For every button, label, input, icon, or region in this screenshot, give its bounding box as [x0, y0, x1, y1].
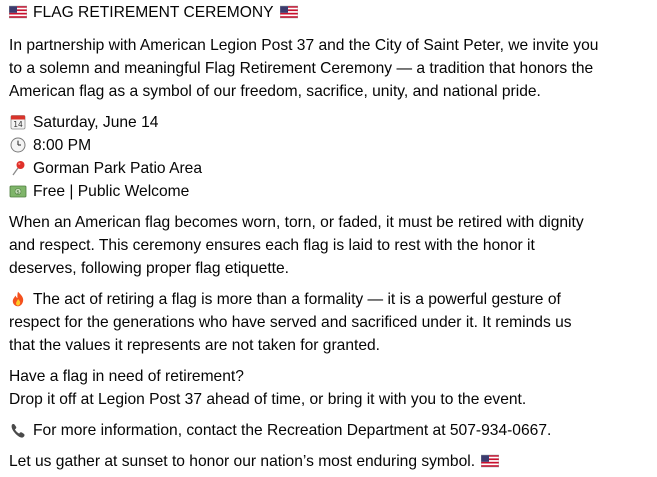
pushpin-icon: [9, 160, 27, 176]
dollar-bill-icon: [9, 183, 27, 199]
event-cost-row: [9, 180, 649, 203]
closing-text: Let us gather at sunset to honor our nation’s most enduring symbol.: [9, 453, 476, 470]
paragraph-line: When an American flag becomes worn, torn, or faded, it must be retired with dignity: [9, 214, 584, 231]
post-title: FLAG RETIREMENT CEREMONY: [33, 4, 274, 21]
event-location-row: [9, 157, 649, 180]
calendar-icon: [9, 114, 27, 130]
dropoff-instruction: Drop it off at Legion Post 37 ahead of time, or bring it with you to the event.: [9, 391, 527, 408]
event-date-row: [9, 111, 649, 134]
contact-paragraph: [9, 419, 649, 442]
us-flag-icon: [280, 4, 298, 20]
svg-text:14: 14: [13, 120, 23, 129]
intro-line: In partnership with American Legion Post 37 and the City of Saint Peter, we invite you: [9, 37, 599, 54]
event-time: 8:00 PM: [33, 137, 92, 154]
telephone-icon: [9, 422, 27, 438]
paragraph-line: and respect. This ceremony ensures each flag is laid to rest with the honor it: [9, 237, 535, 254]
event-time-row: [9, 134, 649, 157]
paragraph-line: that the values it represents are not taken for granted.: [9, 337, 381, 354]
fire-icon: [9, 291, 27, 307]
event-cost: Free | Public Welcome: [33, 183, 190, 200]
dropoff-question: Have a flag in need of retirement?: [9, 368, 244, 385]
paragraph-line: [9, 288, 649, 311]
post-title-line: [9, 1, 649, 24]
paragraph-line-text: The act of retiring a flag is more than a formality — it is a powerful gesture of: [33, 291, 561, 308]
paragraph-line: deserves, following proper flag etiquette.: [9, 260, 289, 277]
clock-icon: [9, 137, 27, 153]
contact-line: [9, 419, 649, 442]
us-flag-icon: [9, 4, 27, 20]
closing-line: [9, 450, 649, 473]
event-date: Saturday, June 14: [33, 114, 159, 131]
event-details: [9, 111, 649, 203]
paragraph-line: respect for the generations who have served and sacrificed under it. It reminds us: [9, 314, 572, 331]
intro-paragraph: [9, 34, 649, 103]
etiquette-paragraph: [9, 211, 649, 280]
closing-paragraph: [9, 450, 649, 473]
intro-line: American flag as a symbol of our freedom, sacrifice, unity, and national pride.: [9, 83, 541, 100]
meaning-paragraph: [9, 288, 649, 357]
contact-text: For more information, contact the Recreation Department at 507-934-0667.: [33, 422, 552, 439]
event-location: Gorman Park Patio Area: [33, 160, 203, 177]
us-flag-icon: [481, 453, 499, 469]
svg-text:$: $: [16, 189, 20, 196]
dropoff-paragraph: [9, 365, 649, 411]
intro-line: to a solemn and meaningful Flag Retirement Ceremony — a tradition that honors the: [9, 60, 594, 77]
